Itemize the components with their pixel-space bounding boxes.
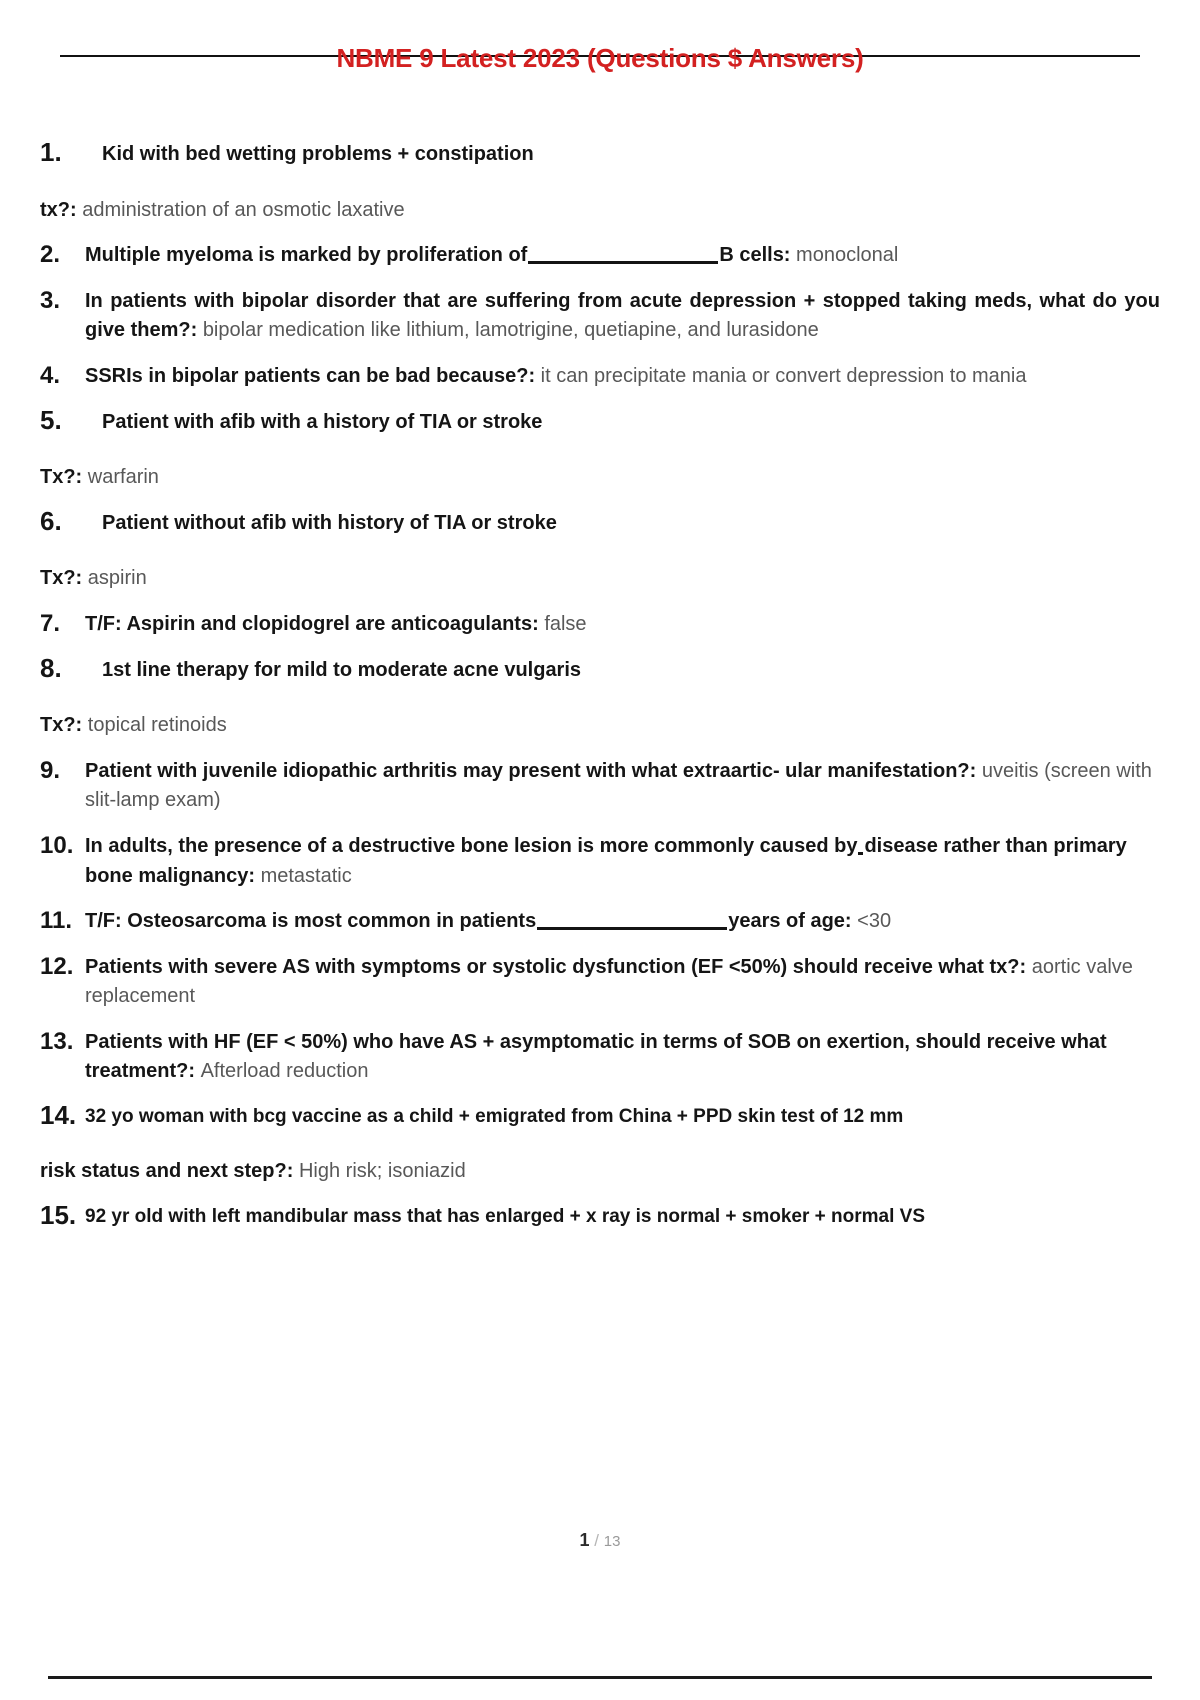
fill-in-blank-2[interactable] [528,261,718,264]
answer-7-text: false [544,612,587,635]
qa-item-5 [40,404,1160,493]
item-number-2: 2. [40,241,61,269]
answer-1-text: administration of an osmotic laxative [82,198,405,221]
question-15-text: 92 yr old with left mandibular mass that has enlarged + x ray is normal + smoker + normal VS [85,1205,925,1227]
question-7-text: T/F: Aspirin and clopidogrel are anticoagulants: [85,612,539,635]
answer-8-label: Tx?: [40,714,83,737]
question-11-text-before-blank: T/F: Osteosarcoma is most common in patients [85,910,537,933]
page-separator: / [594,1531,600,1550]
answer-1 [40,196,1160,226]
question-9-text: Patient with juvenile idiopathic arthritis may present with what extraartic- ular manifestation?: [85,759,977,782]
spacer [40,1131,1160,1157]
qa-item-8 [40,652,1160,741]
question-2 [40,241,1160,271]
qa-item-7 [40,610,1160,640]
item-number-7: 7. [40,609,61,637]
question-12-text: Patients with severe AS with symptoms or systolic dysfunction (EF <50%) should receive what tx?: [85,955,1027,978]
question-1-text: Kid with bed wetting problems + constipation [102,143,534,165]
answer-14-label: risk status and next step?: [40,1160,294,1183]
answer-6 [40,564,1160,594]
answer-8 [40,711,1160,741]
answer-5 [40,463,1160,493]
document-title: NBME 9 Latest 2023 (Questions $ Answers) [336,43,864,73]
question-7 [40,610,1160,640]
question-1 [40,137,1160,170]
answer-14-text: High risk; isoniazid [298,1160,466,1183]
question-4 [40,362,1160,392]
page-bottom-rule [48,1676,1152,1679]
answer-5-label: Tx?: [40,466,83,489]
qa-item-14 [40,1100,1160,1187]
qa-item-10 [40,832,1160,891]
answer-13-text: Afterload reduction [200,1060,369,1083]
fill-in-blank-10[interactable] [858,852,863,855]
answer-11-text: <30 [857,910,892,933]
answer-5-text: warfarin [87,466,159,489]
question-9 [40,757,1160,816]
qa-item-1 [40,137,1160,225]
document-header [40,0,1160,92]
fill-in-blank-11[interactable] [537,927,727,930]
spacer [40,685,1160,711]
answer-3-text: bipolar medication like lithium, lamotrigine, quetiapine, and lurasidone [202,319,819,342]
item-number-3: 3. [40,286,61,314]
question-11-text-after-blank: years of age: [728,910,852,933]
question-2-text-before-blank: Multiple myeloma is marked by proliferation of [85,244,528,267]
question-2-text-after-blank: B cells: [719,244,791,267]
qa-item-15 [40,1199,1160,1231]
answer-1-label: tx?: [40,198,77,221]
question-4-text: SSRIs in bipolar patients can be bad because?: [85,364,536,387]
question-6 [40,505,1160,539]
item-number-1: 1. [40,137,62,167]
qa-item-6 [40,505,1160,594]
question-13 [40,1028,1160,1087]
item-number-5: 5. [40,404,62,435]
item-number-11: 11. [40,907,73,935]
item-number-15: 15. [40,1199,77,1230]
question-8 [40,652,1160,686]
qa-item-12 [40,953,1160,1012]
item-number-8: 8. [40,652,62,683]
answer-14 [40,1157,1160,1187]
answer-12-text: aortic valve replacement [85,955,1133,1008]
answer-9-text: uveitis (screen with slit-lamp exam) [85,759,1152,812]
item-number-9: 9. [40,756,61,784]
qa-item-2 [40,241,1160,271]
question-10-text-after-blank: disease rather than primary bone malignancy: [85,834,1127,887]
item-number-6: 6. [40,505,62,536]
total-page-count: 13 [603,1533,621,1550]
answer-4-text: it can precipitate mania or convert depression to mania [540,364,1027,387]
spacer [40,170,1160,196]
answer-6-label: Tx?: [40,567,83,590]
answer-10-text: metastatic [260,864,352,887]
qa-item-3 [40,287,1160,346]
question-14 [40,1100,1160,1131]
current-page-number: 1 [579,1530,590,1550]
qa-item-11 [40,907,1160,937]
question-11 [40,907,1160,937]
spacer [40,437,1160,463]
question-14-text: 32 yo woman with bcg vaccine as a child + emigrated from China + PPD skin test of 12 mm [85,1106,904,1128]
question-15 [40,1199,1160,1231]
item-number-10: 10. [40,831,74,859]
item-number-4: 4. [40,361,61,389]
question-3-text: In patients with bipolar disorder that are suffering from acute depression + stopped taking meds, what do you give them?: [85,289,1160,342]
qa-item-4 [40,362,1160,392]
question-5 [40,404,1160,438]
answer-6-text: aspirin [87,567,147,590]
item-number-14: 14. [40,1100,77,1131]
qa-item-9 [40,757,1160,816]
item-number-12: 12. [40,952,74,980]
page-footer [0,1530,1200,1551]
question-12 [40,953,1160,1012]
spacer [40,538,1160,564]
question-5-text: Patient with afib with a history of TIA or stroke [102,410,543,433]
answer-8-text: topical retinoids [87,714,227,737]
qa-item-13 [40,1028,1160,1087]
question-6-text: Patient without afib with history of TIA or stroke [102,511,557,534]
question-13-text: Patients with HF (EF < 50%) who have AS + asymptomatic in terms of SOB on exertion, should receive what treatment?: [85,1030,1107,1083]
question-10 [40,832,1160,891]
answer-2-text: monoclonal [796,244,899,267]
item-number-13: 13. [40,1027,74,1055]
questions-list [40,92,1160,1231]
question-3 [40,287,1160,346]
question-10-text-before-blank: In adults, the presence of a destructive bone lesion is more commonly caused by [85,834,858,857]
question-8-text: 1st line therapy for mild to moderate acne vulgaris [102,658,582,681]
